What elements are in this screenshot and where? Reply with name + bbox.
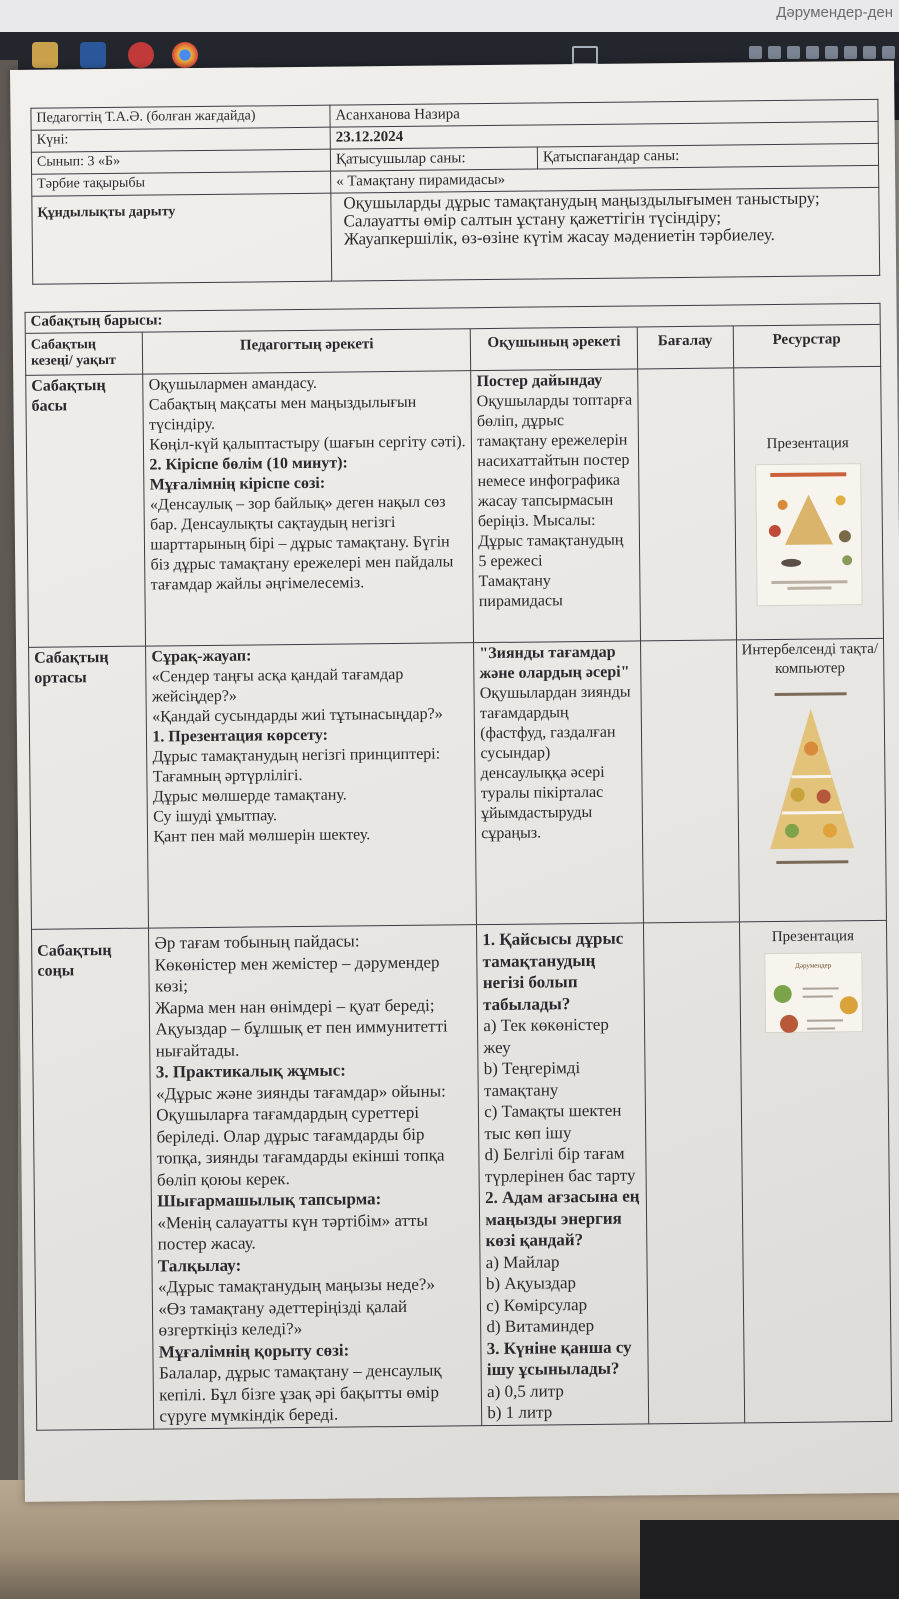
tray-icon[interactable] bbox=[844, 46, 857, 59]
date-value: 23.12.2024 bbox=[330, 121, 878, 149]
text-line: Дұрыс мөлшерде тамақтану. bbox=[152, 786, 347, 806]
text-line: Сабақтың мақсаты мен маңыздылығын түсіндіру. bbox=[148, 393, 417, 434]
resources-cell bbox=[733, 366, 883, 640]
table-row bbox=[29, 638, 887, 929]
text-heading: Сұрақ-жауап: bbox=[151, 647, 252, 666]
column-header-assessment: Бағалау bbox=[637, 326, 733, 369]
pyramid-divider bbox=[782, 812, 842, 813]
quiz-question: 2. Адам ағзасына ең маңызды энергия көзі қандай? bbox=[484, 1186, 640, 1251]
quiz-option: a) Майлар bbox=[485, 1251, 560, 1272]
quiz-question: 1. Қайсысы дұрыс тамақтанудың негізі болып табылады? bbox=[482, 928, 624, 1014]
vegetable-icon bbox=[773, 985, 791, 1003]
topic-value: « Тамақтану пирамидасы» bbox=[331, 165, 879, 193]
text-line: Тамақтану пирамидасы bbox=[478, 572, 563, 611]
background-window-title: Дәрумендер-ден bbox=[776, 4, 893, 21]
text-heading: Мұғалімнің қорыту сөзі: bbox=[158, 1340, 350, 1362]
caption-line bbox=[787, 586, 831, 589]
assessment-cell bbox=[641, 640, 739, 923]
text-heading: Шығармашылық тапсырма: bbox=[157, 1189, 382, 1211]
quiz-option: d) Белгілі бір тағам түрлерінен бас тарту bbox=[484, 1143, 636, 1186]
student-activity-cell bbox=[474, 641, 644, 925]
quiz-option: b) 1 литр bbox=[487, 1402, 553, 1423]
text-line: «Менің салауатты күн тәртібім» атты постер жасау. bbox=[157, 1210, 428, 1254]
tray-icon[interactable] bbox=[768, 46, 781, 59]
fruit-icon bbox=[777, 500, 787, 510]
word-icon[interactable] bbox=[80, 42, 106, 68]
text-heading: Мұғалімнің кіріспе сөзі: bbox=[149, 474, 326, 494]
resource-label: Интербелсенді тақта/ компьютер bbox=[741, 640, 879, 678]
record-icon[interactable] bbox=[128, 42, 154, 68]
fish-icon bbox=[781, 559, 801, 567]
teacher-activity-cell bbox=[146, 643, 477, 928]
section-title: Сабақтың барысы: bbox=[25, 303, 880, 333]
quiz-option: a) Тек көкөністер жеу bbox=[483, 1014, 609, 1057]
values-line: Жауапкершілік, өз-өзіне күтім жасау мәдениетін тәрбиелеу. bbox=[343, 224, 775, 249]
caption-line bbox=[771, 580, 847, 584]
teacher-activity-cell bbox=[143, 371, 474, 646]
quiz-question: 3. Күніне қанша су ішу ұсынылады? bbox=[486, 1337, 632, 1380]
table-row bbox=[26, 366, 884, 647]
values-text bbox=[331, 187, 880, 281]
quiz-option: b) Теңгерімді тамақтану bbox=[483, 1058, 581, 1100]
monitor-screen bbox=[0, 0, 899, 32]
date-label: Күні: bbox=[31, 127, 330, 152]
tray-icon[interactable] bbox=[882, 46, 895, 59]
resource-label: Презентация bbox=[771, 928, 855, 946]
text-line: Балалар, дұрыс тамақтану – денсаулық кепілі. Бұл бізге ұзақ әрі бақытты өмір сүруге мүмкіндік береді. bbox=[158, 1360, 442, 1426]
text-line: Оқушылардан зиянды тағамдардың (фастфуд, газдалған сусындар) денсаулыққа әсері туралы пікірталас ұйымдастыруды сұраңыз. bbox=[479, 683, 631, 843]
text-line-graphic bbox=[802, 995, 832, 997]
tray-icon[interactable] bbox=[863, 46, 876, 59]
text-line: «Сендер таңғы асқа қандай тағамдар жейсіңдер?» bbox=[151, 665, 404, 706]
system-tray bbox=[749, 46, 895, 59]
text-line: Көкөністер мен жемістер – дәрумендер көзі; bbox=[154, 952, 440, 996]
stage-cell: Сабақтың басы bbox=[26, 374, 146, 647]
text-heading: 1. Презентация көрсету: bbox=[152, 726, 329, 746]
slide-title: Дәрумендер bbox=[795, 961, 832, 970]
pyramid-shape bbox=[768, 708, 853, 849]
student-activity-cell bbox=[477, 923, 649, 1425]
resources-cell bbox=[739, 920, 892, 1422]
quiz-option: c) Тамақты шектен тыс көп ішу bbox=[484, 1100, 622, 1143]
teacher-value: Асанханова Назира bbox=[330, 99, 878, 127]
column-header-stage: Сабақтың кезеңі/ уақыт bbox=[25, 332, 143, 375]
text-heading: "Зиянды тағамдар және олардың әсері" bbox=[479, 643, 630, 683]
fruit-icon bbox=[835, 495, 845, 505]
quiz-option: c) Көмірсулар bbox=[486, 1294, 588, 1315]
text-line: Тағамның әртүрлілігі. bbox=[152, 766, 303, 786]
quiz-option: d) Витаминдер bbox=[486, 1315, 595, 1337]
text-line: «Қандай сусындарды жиі тұтынасыңдар?» bbox=[152, 705, 443, 726]
caption-line bbox=[776, 860, 848, 864]
assessment-cell bbox=[643, 922, 744, 1423]
quiz-option: a) 0,5 литр bbox=[486, 1380, 564, 1401]
values-line: Салауатты өмір салтын ұстану қажеттігін түсіндіру; bbox=[343, 207, 722, 231]
text-line: «Дұрыс тамақтанудың маңызы неде?» bbox=[158, 1274, 436, 1297]
teacher-label: Педагогтің Т.А.Ә. (болған жағдайда) bbox=[31, 105, 330, 130]
folder-icon[interactable] bbox=[32, 42, 58, 68]
column-header-student: Оқушының әрекеті bbox=[470, 327, 637, 371]
column-header-teacher: Педагогтың әрекеті bbox=[143, 329, 471, 374]
stage-cell: Сабақтың соңы bbox=[31, 928, 154, 1430]
student-activity-cell bbox=[471, 369, 641, 643]
text-line: Ақуыздар – бұлшық ет пен иммунитетті нығайтады. bbox=[155, 1016, 448, 1061]
food-icon bbox=[769, 525, 781, 537]
present-count-label: Қатысушылар саны: bbox=[330, 147, 537, 171]
slide-title-bar bbox=[770, 472, 846, 477]
food-pyramid-image bbox=[760, 688, 862, 869]
stage-cell: Сабақтың ортасы bbox=[29, 646, 149, 929]
food-icon bbox=[842, 555, 852, 565]
desk-shadow bbox=[640, 1520, 899, 1599]
resources-cell bbox=[736, 638, 886, 922]
lesson-plan-page bbox=[10, 61, 899, 1502]
lesson-table bbox=[25, 303, 893, 1430]
table-row bbox=[31, 920, 891, 1429]
topic-label: Тәрбие тақырыбы bbox=[32, 171, 331, 196]
caption-line bbox=[774, 692, 846, 696]
chrome-icon[interactable] bbox=[172, 42, 198, 68]
text-line-graphic bbox=[807, 1027, 835, 1029]
text-heading: Талқылау: bbox=[157, 1255, 242, 1276]
text-heading: 3. Практикалық жұмыс: bbox=[155, 1060, 346, 1082]
tray-icon[interactable] bbox=[806, 46, 819, 59]
vitamins-slide-image bbox=[764, 952, 863, 1033]
quiz-option: b) Ақуыздар bbox=[485, 1273, 577, 1294]
slide-illustration bbox=[766, 975, 861, 1038]
resource-label: Презентация bbox=[766, 435, 849, 453]
text-line: Оқушыларды топтарға бөліп, дұрыс тамақтану ережелерін насихаттайтын постер немесе инфографика жасау тапсырмасын беріңіз. Мысалы: bbox=[476, 391, 633, 531]
text-line: Су ішуді ұмытпау. bbox=[153, 807, 278, 826]
text-line: Әр тағам тобының пайдасы: bbox=[154, 931, 360, 953]
pyramid-shape bbox=[784, 494, 833, 544]
food-icon bbox=[780, 1015, 798, 1033]
class-label: Сынып: 3 «Б» bbox=[31, 149, 330, 174]
values-line: Оқушыларды дұрыс тамақтанудың маңыздылығымен таныстыру; bbox=[343, 188, 820, 213]
text-line: «Денсаулық – зор байлық» деген нақыл сөз бар. Денсаулықты сақтаудың негізгі шарттарының бірі – дұрыс тамақтану. Бүгін біз дұрыс тамақтану ережелері мен пайдалы тағамдар жайлы әңгімелесеміз. bbox=[149, 493, 454, 594]
text-line: Қант пен май мөлшерін шектеу. bbox=[153, 826, 371, 846]
food-icon bbox=[839, 530, 851, 542]
header-table bbox=[30, 99, 880, 285]
text-line: Дұрыс тамақтанудың негізгі принциптері: bbox=[152, 745, 441, 766]
tray-icon[interactable] bbox=[787, 46, 800, 59]
text-line: «Өз тамақтану әдеттеріңізді қалай өзгерткіңіз келеді?» bbox=[158, 1296, 408, 1340]
text-heading: Постер дайындау bbox=[476, 371, 603, 391]
text-line: Дұрыс тамақтанудың 5 ережесі bbox=[478, 531, 624, 571]
assessment-cell bbox=[638, 368, 736, 641]
tray-icon[interactable] bbox=[825, 46, 838, 59]
values-label: Құндылықты дарыту bbox=[32, 193, 332, 284]
column-header-resources: Ресурстар bbox=[733, 324, 881, 368]
text-line-graphic bbox=[802, 987, 838, 989]
teacher-activity-cell bbox=[149, 925, 482, 1429]
text-line: Жарма мен нан өнімдері – қуат береді; bbox=[155, 995, 435, 1018]
text-line: «Дұрыс және зиянды тағамдар» ойыны: Оқушыларға тағамдардың суреттері беріледі. Олар дұрыс тағамдарды бір топқа, зиянды тағамдарды екінші топқа бөліп қоюы керек. bbox=[155, 1080, 446, 1190]
keyboard-icon[interactable] bbox=[572, 46, 598, 65]
text-heading: 2. Кіріспе бөлім (10 минут): bbox=[149, 454, 348, 474]
text-line: Көңіл-күй қалыптастыру (шағын сергіту сәті). bbox=[149, 433, 466, 454]
food-pyramid-slide-image bbox=[755, 463, 862, 606]
text-line-graphic bbox=[807, 1019, 843, 1021]
fruit-icon bbox=[839, 996, 857, 1014]
text-line: Оқушылармен амандасу. bbox=[148, 374, 318, 394]
absent-count-label: Қатыспағандар саны: bbox=[537, 143, 878, 169]
tray-icon[interactable] bbox=[749, 46, 762, 59]
